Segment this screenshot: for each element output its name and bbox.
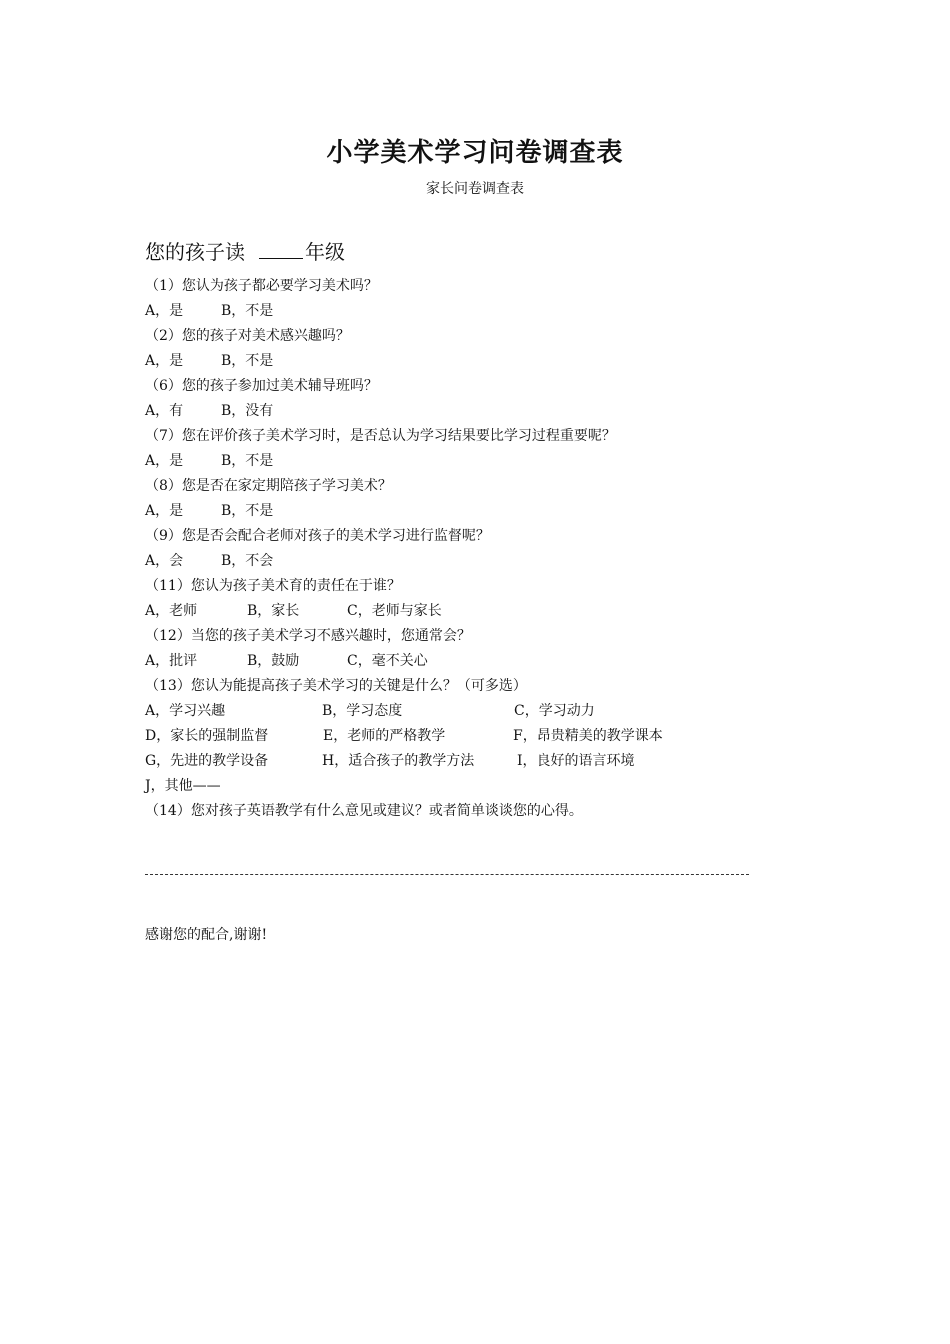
answer-row-13b <box>145 724 785 749</box>
answer-row-11 <box>145 599 785 624</box>
grade-prefix: 您的孩子读 <box>145 240 245 264</box>
option-b[interactable]: B，家长 <box>247 603 300 619</box>
question-11: （11）您认为孩子美术育的责任在于谁？ <box>145 578 401 594</box>
option-a[interactable]: A，学习兴趣 <box>145 703 226 719</box>
option-b[interactable]: B，学习态度 <box>322 703 403 719</box>
question-list <box>145 274 785 824</box>
question-7: （7）您在评价孩子美术学习时，是否总认为学习结果要比学习过程重要呢？ <box>145 428 616 444</box>
option-b[interactable]: B，不会 <box>221 553 274 569</box>
answer-row-13a <box>145 699 785 724</box>
question-8: （8）您是否在家定期陪孩子学习美术？ <box>145 478 392 494</box>
option-b[interactable]: B，不是 <box>221 353 274 369</box>
grade-blank[interactable] <box>259 240 303 259</box>
option-a[interactable]: A，是 <box>145 303 184 319</box>
question-9: （9）您是否会配合老师对孩子的美术学习进行监督呢？ <box>145 528 490 544</box>
option-a[interactable]: A，会 <box>145 553 184 569</box>
option-d[interactable]: D，家长的强制监督 <box>145 728 269 744</box>
option-a[interactable]: A，是 <box>145 453 184 469</box>
question-2: （2）您的孩子对美术感兴趣吗？ <box>145 328 350 344</box>
option-f[interactable]: F，昂贵精美的教学课本 <box>513 728 663 744</box>
option-a[interactable]: A，是 <box>145 503 184 519</box>
option-b[interactable]: B，不是 <box>221 453 274 469</box>
option-a[interactable]: A，是 <box>145 353 184 369</box>
dashed-divider <box>145 874 749 875</box>
option-e[interactable]: E，老师的严格教学 <box>323 728 446 744</box>
option-b[interactable]: B，不是 <box>221 303 274 319</box>
thanks-note: 感谢您的配合,谢谢! <box>145 927 268 943</box>
option-i[interactable]: I，良好的语言环境 <box>517 753 635 769</box>
grade-line <box>145 236 345 265</box>
option-c[interactable]: C，学习动力 <box>514 703 595 719</box>
question-12: （12）当您的孩子美术学习不感兴趣时，您通常会？ <box>145 628 471 644</box>
answer-row-2 <box>145 349 785 374</box>
option-a[interactable]: A，有 <box>145 403 184 419</box>
option-c[interactable]: C，毫不关心 <box>347 653 428 669</box>
page-subtitle: 家长问卷调查表 <box>426 181 524 197</box>
question-14: （14）您对孩子英语教学有什么意见或建议？或者简单谈谈您的心得。 <box>145 803 583 819</box>
answer-row-13c <box>145 749 785 774</box>
option-h[interactable]: H，适合孩子的教学方法 <box>322 753 475 769</box>
answer-row-8 <box>145 499 785 524</box>
option-j[interactable]: J，其他—— <box>145 778 221 794</box>
answer-row-12 <box>145 649 785 674</box>
grade-suffix: 年级 <box>305 240 345 264</box>
option-c[interactable]: C，老师与家长 <box>347 603 442 619</box>
option-b[interactable]: B，不是 <box>221 503 274 519</box>
answer-row-1 <box>145 299 785 324</box>
option-b[interactable]: B，鼓励 <box>247 653 300 669</box>
answer-row-6 <box>145 399 785 424</box>
question-13: （13）您认为能提高孩子美术学习的关键是什么？（可多选） <box>145 678 527 694</box>
option-b[interactable]: B，没有 <box>221 403 274 419</box>
option-g[interactable]: G，先进的教学设备 <box>145 753 269 769</box>
option-a[interactable]: A，老师 <box>145 603 198 619</box>
answer-row-9 <box>145 549 785 574</box>
answer-row-13d <box>145 774 785 799</box>
answer-row-7 <box>145 449 785 474</box>
question-1: （1）您认为孩子都必要学习美术吗？ <box>145 278 378 294</box>
option-a[interactable]: A，批评 <box>145 653 198 669</box>
page-title: 小学美术学习问卷调查表 <box>326 138 624 168</box>
question-6: （6）您的孩子参加过美术辅导班吗？ <box>145 378 378 394</box>
